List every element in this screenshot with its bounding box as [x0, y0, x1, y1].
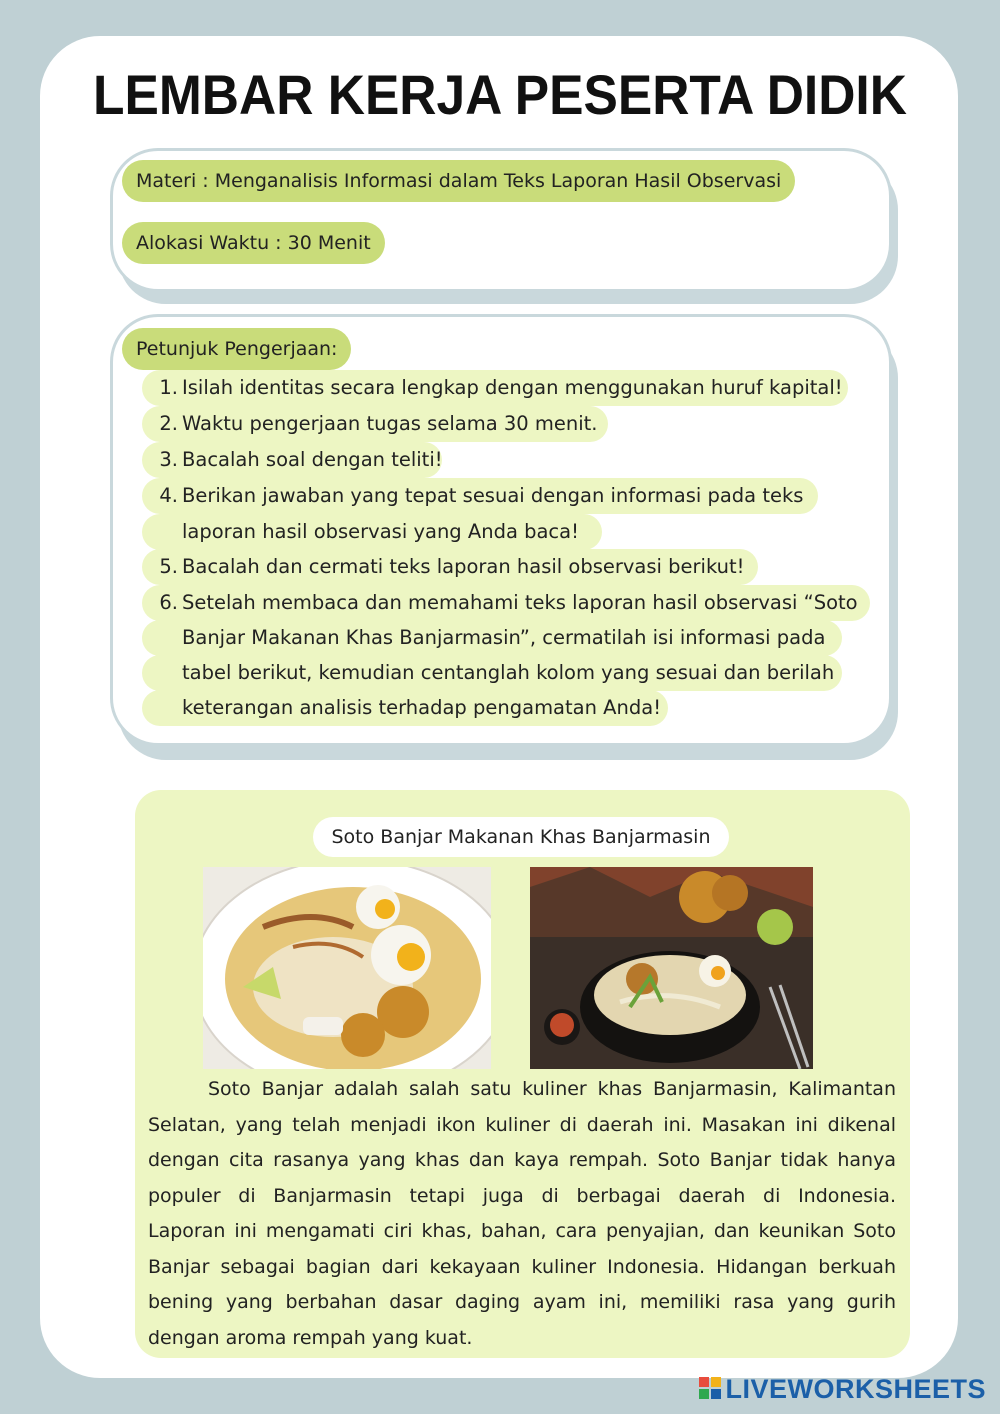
list-item: [142, 406, 608, 442]
liveworksheets-logo-icon: [699, 1375, 721, 1406]
list-text: Bacalah soal dengan teliti!: [182, 448, 443, 471]
soto-black-bowl-photo: [530, 867, 813, 1069]
paragraph-line: bening yang berbahan dasar daging ayam ini, memiliki rasa yang gurih: [148, 1291, 896, 1313]
page-title: LEMBAR KERJA PESERTA DIDIK: [93, 63, 907, 126]
paragraph-line: populer di Banjarmasin tetapi juga di berbagai daerah di Indonesia.: [148, 1184, 896, 1207]
petunjuk-heading: Petunjuk Pengerjaan:: [122, 328, 351, 370]
paragraph-line: Selatan, yang telah menjadi ikon kuliner di daerah ini. Masakan ini dikenal: [148, 1113, 896, 1136]
list-item: [142, 478, 818, 514]
liveworksheets-brand[interactable]: [699, 1374, 986, 1406]
list-number: 2.: [159, 412, 178, 435]
list-number: 4.: [159, 484, 178, 507]
paragraph-line: dengan cita rasanya yang khas dan kaya rempah. Soto Banjar tidak hanya: [148, 1149, 896, 1171]
list-text: Isilah identitas secara lengkap dengan menggunakan huruf kapital!: [182, 376, 843, 399]
reading-title: Soto Banjar Makanan Khas Banjarmasin: [313, 817, 729, 857]
list-item-continuation: [142, 514, 602, 550]
list-number: 3.: [159, 448, 178, 471]
list-text: Waktu pengerjaan tugas selama 30 menit.: [182, 412, 598, 435]
list-text: tabel berikut, kemudian centanglah kolom yang sesuai dan berilah: [182, 661, 835, 684]
list-text: Banjar Makanan Khas Banjarmasin”, cermatilah isi informasi pada: [182, 626, 826, 649]
list-number: 1.: [159, 376, 178, 399]
list-text: laporan hasil observasi yang Anda baca!: [182, 520, 579, 543]
list-number: 5.: [159, 555, 178, 578]
paragraph-line: Laporan ini mengamati ciri khas, bahan, cara penyajian, dan keunikan Soto: [148, 1220, 896, 1242]
soto-bowl-image: [203, 867, 491, 1069]
alokasi-waktu-label: Alokasi Waktu : 30 Menit: [122, 222, 385, 264]
list-item-continuation: [142, 620, 842, 656]
list-item-continuation: [142, 655, 842, 691]
list-text: Bacalah dan cermati teks laporan hasil observasi berikut!: [182, 555, 745, 578]
soto-bowl-photo: [203, 867, 491, 1069]
reading-paragraph: [148, 1072, 896, 1356]
list-number: 6.: [159, 591, 178, 614]
materi-label: Materi : Menganalisis Informasi dalam Teks Laporan Hasil Observasi: [122, 160, 795, 202]
list-item: [142, 370, 848, 406]
brand-text: LIVEWORKSHEETS: [725, 1373, 986, 1404]
list-text: Setelah membaca dan memahami teks laporan hasil observasi “Soto: [182, 591, 858, 614]
list-item: [142, 549, 758, 585]
paragraph-line: Soto Banjar adalah salah satu kuliner khas Banjarmasin, Kalimantan: [208, 1078, 896, 1100]
list-item: [142, 442, 442, 478]
paragraph-line: Banjar sebagai bagian dari kekayaan kuliner Indonesia. Hidangan berkuah: [148, 1255, 896, 1278]
paragraph-line: dengan aroma rempah yang kuat.: [148, 1326, 473, 1349]
list-item-continuation: [142, 690, 668, 726]
list-text: keterangan analisis terhadap pengamatan Anda!: [182, 696, 662, 719]
list-item: [142, 585, 870, 621]
soto-black-bowl-image: [530, 867, 813, 1069]
list-text: Berikan jawaban yang tepat sesuai dengan informasi pada teks: [182, 484, 804, 507]
